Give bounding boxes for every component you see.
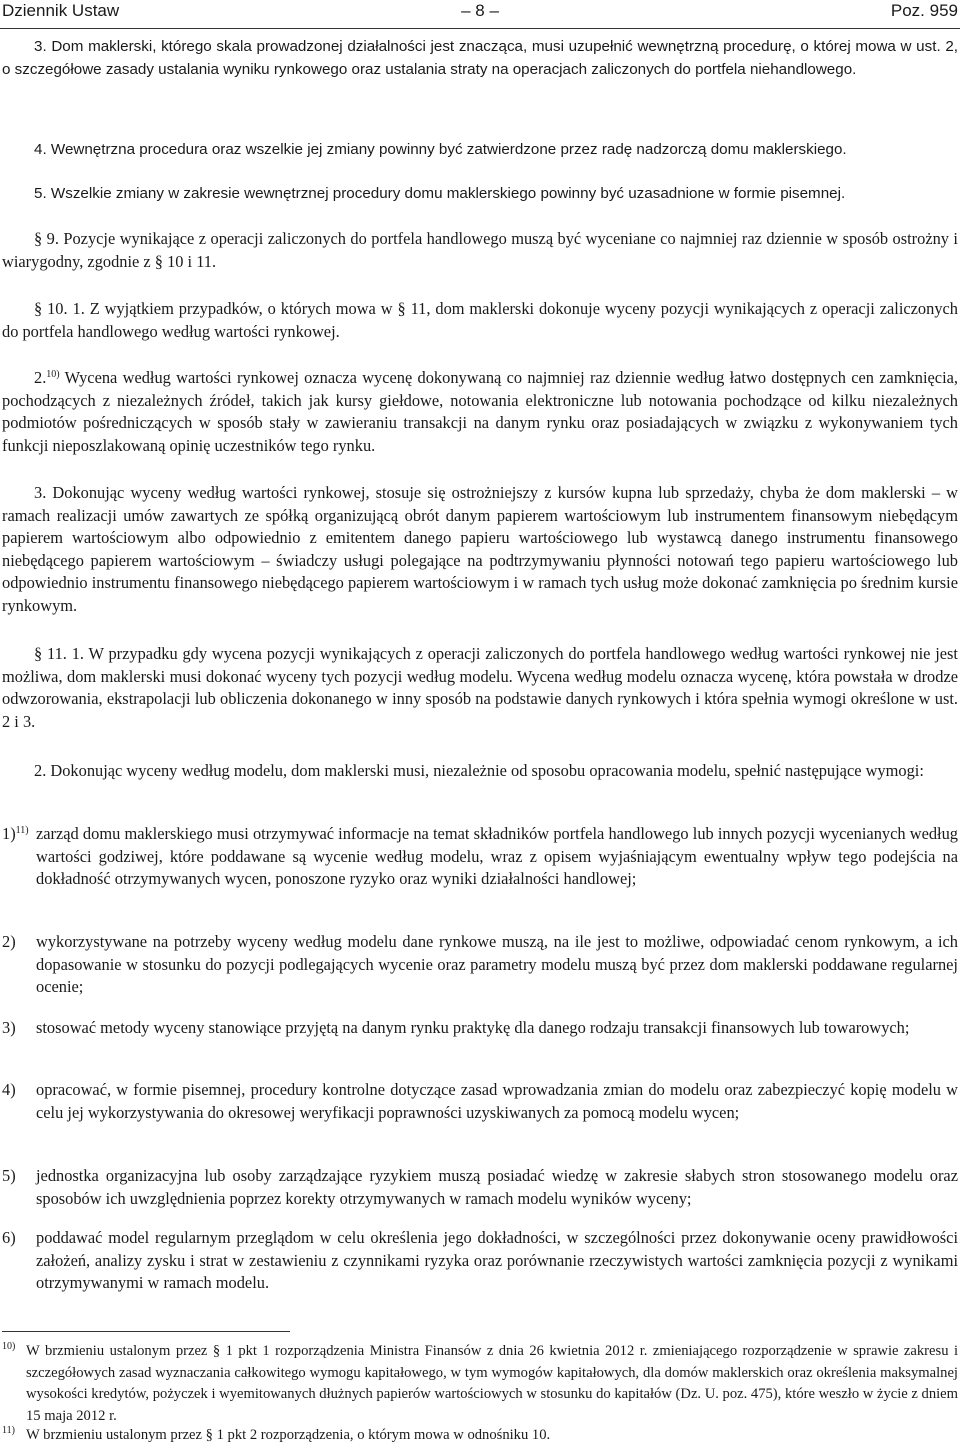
list-item: [2, 1165, 958, 1210]
list-item-number: 1)$^{11)}$: [2, 824, 29, 843]
paragraph-5: 5. Wszelkie zmiany w zakresie wewnętrznej procedury domu maklerskiego powinny być uzasadnione w formie pisemnej.: [34, 185, 846, 202]
footnote: 10) W brzmieniu ustalonym przez § 1 pkt 1 rozporządzenia Ministra Finansów z dnia 26 kwietnia 2012 r. zmieniającego rozporządzenie w sprawie zakresu i szczegółowych zasad wyznaczania całkowitego wymogu kapitałowego, w tym wymogów kapitałowych, dla domów maklerskich oraz określenia maksymalnej wysokości kredytów, pożyczek i wyemitowanych dłużnych papierów wartościowych w stosunku do kapitałów (Dz. U. poz. 475), które weszło w życie z dniem 15 maja 2012 r.: [2, 1341, 958, 1427]
list-item: [2, 931, 958, 999]
list-item: [2, 1017, 958, 1040]
paragraph-4: 4. Wewnętrzna procedura oraz wszelkie jej zmiany powinny być zatwierdzone przez radę nadzorczą domu maklerskiego.: [34, 141, 847, 158]
section-11-paragraph-1: § 11. 1. W przypadku gdy wycena pozycji wynikających z operacji zaliczonych do portfela handlowego według wartości rynkowej nie jest możliwa, dom maklerski musi dokonać wyceny tych pozycji według modelu. Wycena według modelu oznacza wycenę, która powstała w drodze odwzorowania, ekstrapolacji lub obliczenia dokonanego w inny sposób na podstawie danych rynkowych i która spełnia wymogi określone w ust. 2 i 3.: [2, 644, 958, 731]
section-9: § 9. Pozycje wynikające z operacji zaliczonych do portfela handlowego muszą być wyceniane co najmniej raz dziennie w sposób ostrożny i wiarygodny, zgodnie z § 10 i 11.: [2, 229, 958, 271]
list-item-text: wykorzystywane na potrzeby wyceny według modelu dane rynkowe muszą, na ile jest to możliwe, odpowiadać cenom rynkowym, a ich dopasowanie w stosunku do pozycji podlegających wycenie oraz parametry modelu muszą być przez dom maklerski poddawane regularnej ocenie;: [36, 932, 958, 996]
footnote-divider: [2, 1331, 290, 1332]
footnote-text: W brzmieniu ustalonym przez § 1 pkt 1 rozporządzenia Ministra Finansów z dnia 26 kwietnia 2012 r. zmieniającego rozporządzenie w sprawie zakresu i szczegółowych zasad wyznaczania całkowitego wymogu kapitałowego, w tym wymogów kapitałowych, dla domów maklerskich oraz określenia maksymalnej wysokości kredytów, pożyczek i wyemitowanych dłużnych papierów wartościowych w stosunku do kapitałów (Dz. U. poz. 475), które weszło w życie z dniem 15 maja 2012 r.: [26, 1343, 958, 1424]
footnote-text: W brzmieniu ustalonym przez § 1 pkt 2 rozporządzenia, o którym mowa w odnośniku 10.: [26, 1427, 551, 1443]
list-item: [2, 1227, 958, 1295]
paragraph-number: 2.: [34, 368, 47, 387]
section-11-paragraph-2: 2. Dokonując wyceny według modelu, dom maklerski musi, niezależnie od sposobu opracowania modelu, spełnić następujące wymogi:: [34, 761, 924, 780]
list-item-text: stosować metody wyceny stanowiące przyjętą na danym rynku praktykę dla danego rodzaju transakcji finansowych lub towarowych;: [36, 1018, 910, 1037]
list-item-number: 2): [2, 932, 16, 951]
list-item-number: 6): [2, 1228, 16, 1247]
footnote-ref-11: 11): [15, 825, 29, 836]
list-item-text: opracować, w formie pisemnej, procedury kontrolne dotyczące zasad wprowadzania zmian do modelu oraz zabezpieczyć kopię modelu w celu jej wykorzystywania do okresowej weryfikacji poprawności uzyskiwanych za pomocą modelu wycen;: [36, 1080, 958, 1122]
page-header: [0, 0, 960, 29]
page-number: – 8 –: [461, 1, 499, 20]
section-10-paragraph-1: § 10. 1. Z wyjątkiem przypadków, o których mowa w § 11, dom maklerski dokonuje wyceny pozycji wynikających z operacji zaliczonych do portfela handlowego według wartości rynkowej.: [2, 299, 958, 341]
list-item: [2, 823, 958, 891]
list-item: [2, 1079, 958, 1124]
list-item-number: 4): [2, 1080, 16, 1099]
list-item-number: 3): [2, 1018, 16, 1037]
paragraph-text: Wycena według wartości rynkowej oznacza wycenę dokonywaną co najmniej raz dziennie według łatwo dostępnych cen zamknięcia, pochodzących z niezależnych źródeł, takich jak kursy giełdowe, notowania elektroniczne lub notowania pochodzące od kilku niezależnych podmiotów pośredniczących w sposób stały w zawieraniu transakcji na danym rynku oraz posiadających w związku z wykonywaniem tych funkcji nieposzlakowaną opinię uczestników tego rynku.: [2, 368, 958, 455]
position-number: Poz. 959: [890, 1, 958, 20]
section-10-paragraph-3: 3. Dokonując wyceny według wartości rynkowej, stosuje się ostrożniejszy z kursów kupna lub sprzedaży, chyba że dom maklerski – w ramach realizacji umów zawartych ze spółką organizującą obrót danym papierem wartościowym lub instrumentem finansowym niebędącym papierem wartościowym albo odpowiednio z emitentem danego papieru wartościowego lub wystawcą danego instrumentu finansowego niebędącego papierem wartościowym – świadczy usługi polegające na podtrzymywaniu płynności notowań tego papieru wartościowego lub odpowiednio instrumentu finansowego niebędącego papierem wartościowym i w ramach tych usług może dokonać zamknięcia po średnim kursie rynkowym.: [2, 483, 958, 615]
paragraph-3: 3. Dom maklerski, którego skala prowadzonej działalności jest znacząca, musi uzupełnić wewnętrzną procedurę, o której mowa w ust. 2, o szczegółowe zasady ustalania wyniku rynkowego oraz ustalania straty na operacjach zaliczonych do portfela niehandlowego.: [2, 38, 958, 78]
footnote: 11) W brzmieniu ustalonym przez § 1 pkt 2 rozporządzenia, o którym mowa w odnośniku 10.: [2, 1425, 958, 1447]
list-item-text: jednostka organizacyjna lub osoby zarządzające ryzykiem muszą posiadać wiedzę w zakresie słabych stron stosowanego modelu oraz sposobów ich uwzględnienia poprzez korekty otrzymywanych w ramach modelu wyników wyceny;: [36, 1166, 958, 1208]
section-10-paragraph-2: [2, 367, 958, 457]
list-item-text: zarząd domu maklerskiego musi otrzymywać informacje na temat składników portfela handlowego lub innych pozycji wycenianych według wartości godziwej, które poddawane są wycenie według modelu, wraz z opisem wyjaśniającym ewentualny wpływ tego podejścia na dokładność otrzymywanych wycen, ponoszone ryzyko oraz wyniki działalności handlowej;: [36, 824, 958, 888]
list-item-number: 5): [2, 1166, 16, 1185]
journal-title: Dziennik Ustaw: [2, 1, 120, 20]
footnote-ref-10: 10): [46, 369, 60, 380]
list-item-text: poddawać model regularnym przeglądom w celu określenia jego dokładności, w szczególności przez dokonywanie oceny prawidłowości założeń, analizy zysku i strat w zestawieniu z czynnikami ryzyka oraz porównanie rzeczywistych wartości zamknięcia pozycji z wynikami otrzymywanymi w ramach modelu.: [36, 1228, 958, 1292]
